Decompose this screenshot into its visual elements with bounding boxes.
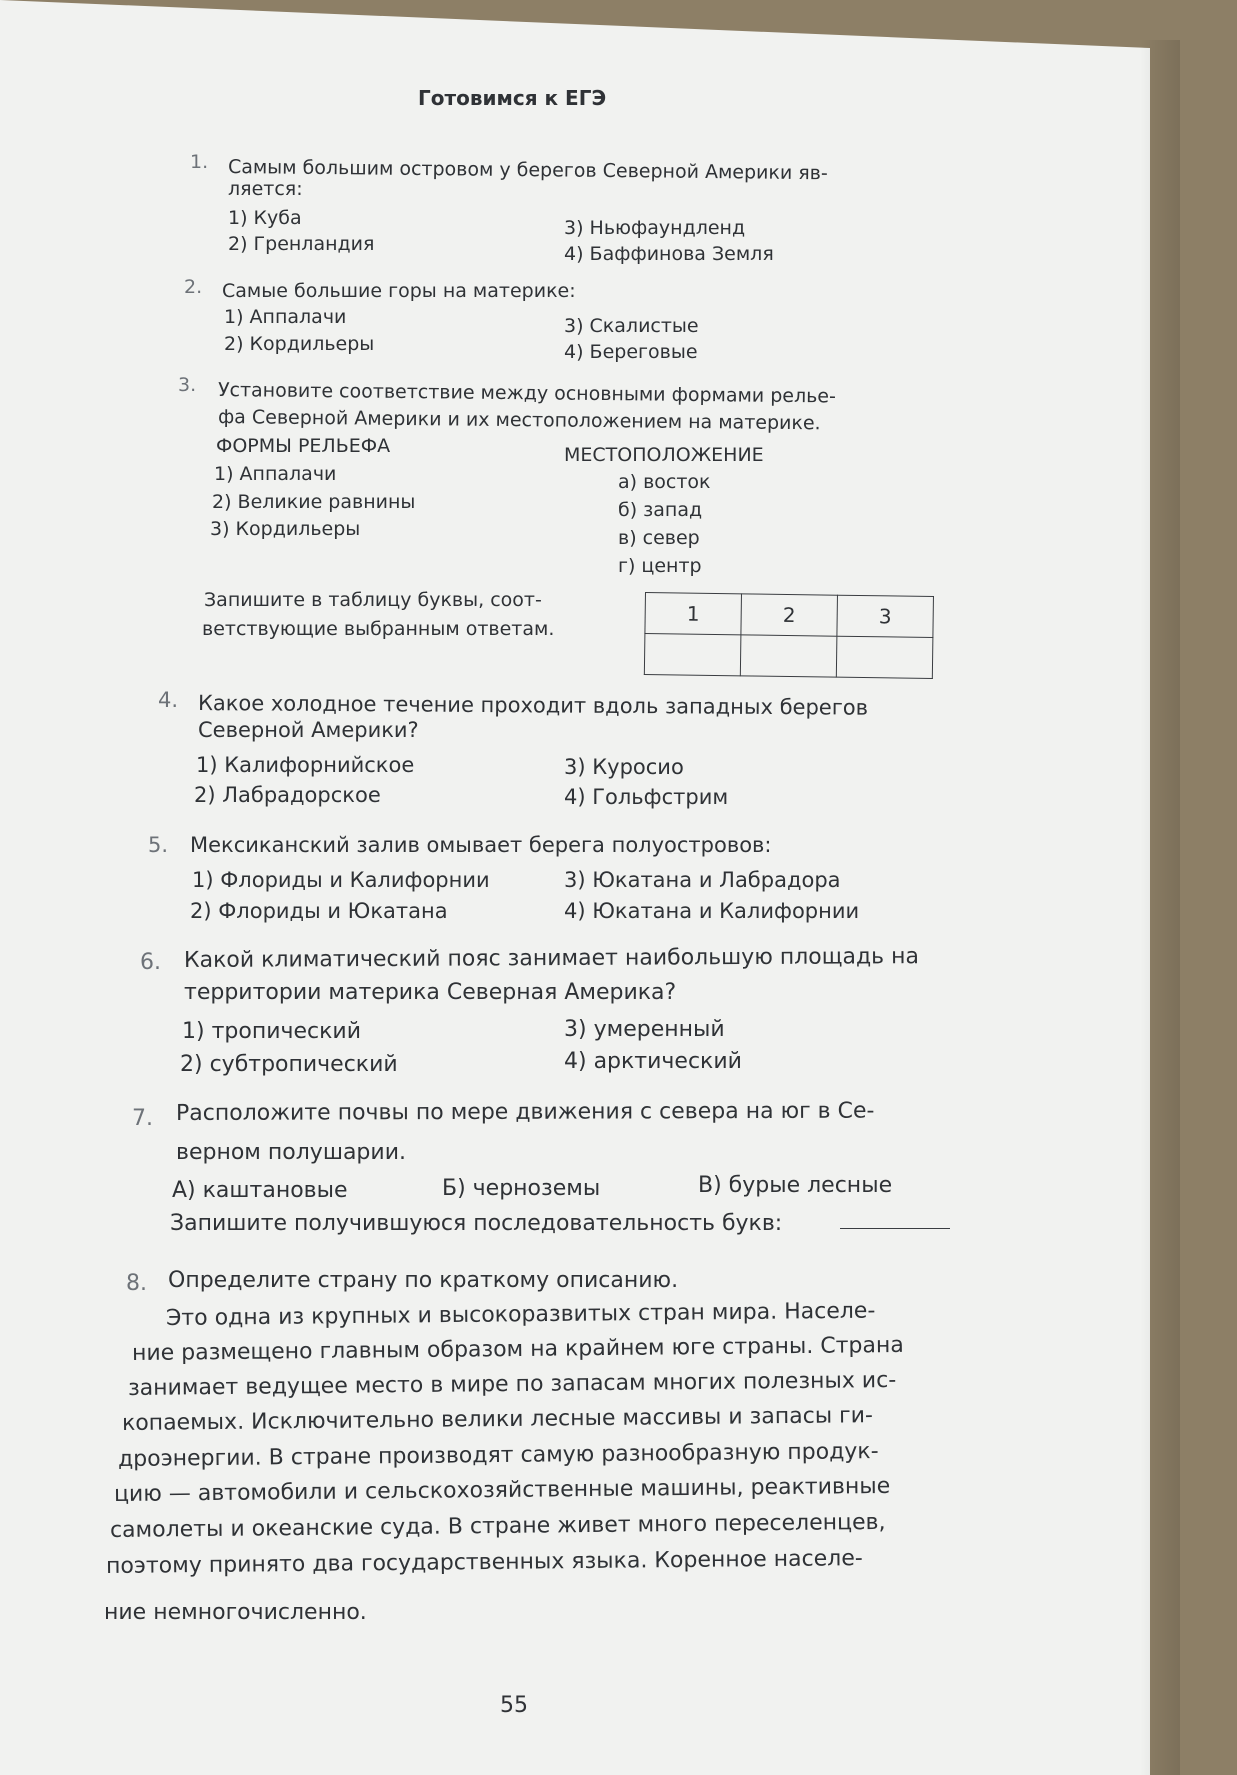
q4-text-line1: Какое холодное течение проходит вдоль западных берегов [197, 691, 869, 720]
q1-option-1: 1) Куба [228, 207, 302, 229]
q4-text-line2: Северной Америки? [198, 718, 419, 742]
answer-cell-3[interactable] [836, 636, 933, 678]
answer-cell-1[interactable] [644, 634, 741, 676]
q1-text-line1: Самым большим островом у берегов Северной Америки яв- [227, 156, 828, 185]
q5-option-3: 3) Юкатана и Лабрадора [564, 868, 841, 892]
q3-left-header: ФОРМЫ РЕЛЬЕФА [216, 435, 391, 457]
q3-right-item-2: б) запад [618, 499, 703, 521]
q5-option-1: 1) Флориды и Калифорнии [192, 868, 490, 892]
q6-option-3: 3) умеренный [564, 1017, 725, 1042]
q4-option-3: 3) Куросио [564, 755, 684, 779]
q2-option-4: 4) Береговые [564, 341, 698, 363]
q1-text-line2: ляется: [228, 178, 303, 200]
q4-option-4: 4) Гольфстрим [564, 785, 729, 809]
q2-option-3: 3) Скалистые [564, 315, 699, 337]
q6-option-1: 1) тропический [182, 1019, 362, 1044]
answer-cell-2[interactable] [740, 635, 837, 677]
q8-paragraph-line8: поэтому принято два государственных языка. Коренное населе- [105, 1546, 863, 1579]
q8-paragraph-line2: ние размещено главным образом на крайнем юге страны. Страна [131, 1332, 904, 1366]
q8-text-line1: Определите страну по краткому описанию. [168, 1268, 679, 1293]
q2-text-line1: Самые большие горы на материке: [222, 280, 576, 302]
q2-number: 2. [184, 276, 203, 298]
q6-option-4: 4) арктический [564, 1049, 742, 1074]
q6-number: 6. [140, 950, 161, 975]
q6-text-line1: Какой климатический пояс занимает наибольшую площадь на [183, 944, 920, 973]
q2-option-1: 1) Аппалачи [224, 306, 347, 328]
q3-left-item-3: 3) Кордильеры [210, 518, 361, 540]
q1-option-2: 2) Гренландия [228, 233, 375, 255]
q3-right-item-1: а) восток [618, 471, 711, 493]
q7-text-line2: верном полушарии. [176, 1140, 406, 1165]
q6-option-2: 2) субтропический [180, 1052, 398, 1077]
answer-table-header-2: 2 [741, 594, 838, 636]
q8-number: 8. [126, 1271, 147, 1296]
q5-option-4: 4) Юкатана и Калифорнии [564, 899, 860, 923]
q1-number: 1. [190, 151, 209, 173]
q3-right-item-3: в) север [618, 527, 700, 549]
q8-paragraph-line3: занимает ведущее место в мире по запасам многих полезных ис- [127, 1367, 897, 1401]
q3-number: 3. [178, 374, 197, 396]
page-number: 55 [500, 1693, 528, 1718]
q3-instruction-line1: Запишите в таблицу буквы, соот- [204, 589, 542, 611]
q2-option-2: 2) Кордильеры [224, 333, 375, 355]
q3-right-item-4: г) центр [618, 555, 702, 577]
q3-instruction-line2: ветствующие выбранным ответам. [202, 618, 555, 640]
q3-answer-table [644, 592, 934, 679]
q8-paragraph-line9: ние немногочисленно. [104, 1600, 367, 1625]
q4-option-2: 2) Лабрадорское [194, 783, 381, 807]
q4-option-1: 1) Калифорнийское [196, 753, 415, 777]
q7-instruction: Запишите получившуюся последовательность букв: [170, 1211, 783, 1236]
answer-table-header-3: 3 [837, 595, 934, 637]
q8-paragraph-line7: самолеты и океанские суда. В стране живет много переселенцев, [109, 1509, 886, 1543]
q8-paragraph-line5: дроэнергии. В стране производят самую разнообразную продук- [117, 1439, 879, 1472]
q7-answer-blank[interactable] [840, 1228, 950, 1229]
q5-option-2: 2) Флориды и Юкатана [190, 899, 448, 923]
q3-text-line1: Установите соответствие между основными формами релье- [217, 379, 837, 408]
q1-option-3: 3) Ньюфаундленд [564, 217, 746, 239]
q7-item-c: В) бурые лесные [698, 1173, 893, 1198]
q3-text-line2: фа Северной Америки и их местоположением на материке. [217, 406, 821, 435]
q7-text-line1: Расположите почвы по мере движения с севера на юг в Се- [175, 1098, 875, 1126]
q5-text-line1: Мексиканский залив омывает берега полуостровов: [190, 833, 772, 857]
q6-text-line2: территории материка Северная Америка? [184, 980, 677, 1005]
q8-paragraph-line6: цию — автомобили и сельскохозяйственные машины, реактивные [113, 1473, 891, 1507]
q3-left-item-2: 2) Великие равнины [212, 491, 416, 513]
answer-table-header-1: 1 [645, 593, 742, 635]
q7-item-a: А) каштановые [172, 1178, 348, 1203]
q5-number: 5. [148, 833, 169, 857]
q3-left-item-1: 1) Аппалачи [214, 463, 337, 485]
page-title: Готовимся к ЕГЭ [418, 86, 607, 110]
q8-paragraph-line4: копаемых. Исключительно велики лесные массивы и запасы ги- [121, 1403, 874, 1436]
q3-right-header: МЕСТОПОЛОЖЕНИЕ [564, 444, 764, 466]
q8-paragraph-line1: Это одна из крупных и высокоразвитых стран мира. Населе- [165, 1298, 876, 1331]
q7-item-b: Б) черноземы [442, 1176, 601, 1201]
q7-number: 7. [132, 1106, 153, 1131]
q4-number: 4. [158, 688, 179, 712]
q1-option-4: 4) Баффинова Земля [564, 243, 774, 265]
